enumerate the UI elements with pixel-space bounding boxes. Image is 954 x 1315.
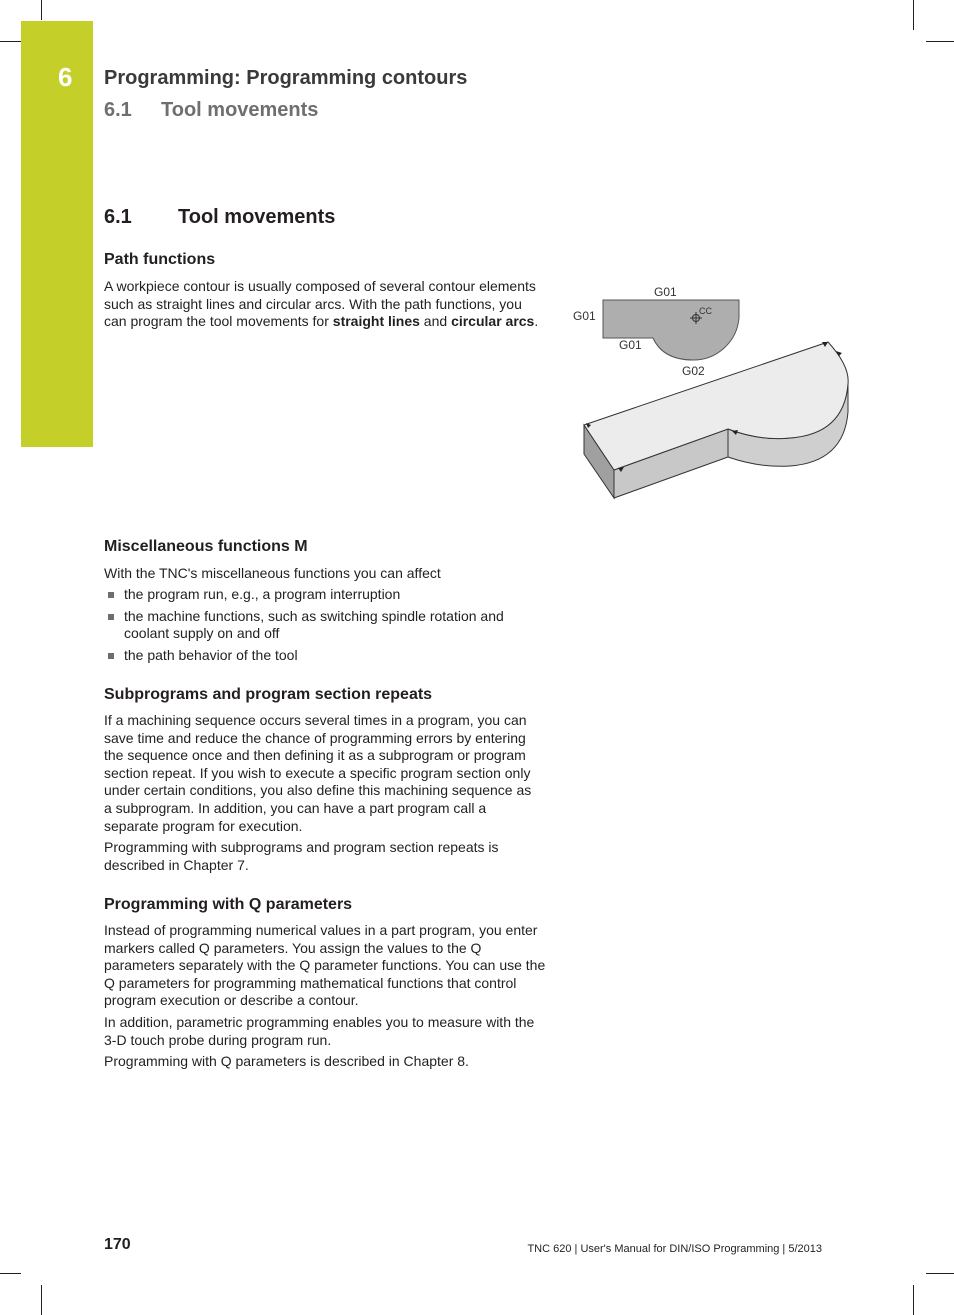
misc-functions-intro: With the TNC's miscellaneous functions you can affect bbox=[104, 565, 441, 581]
bullet-icon bbox=[108, 592, 114, 598]
section-heading bbox=[104, 206, 335, 229]
text-run: and bbox=[419, 313, 452, 330]
list-item-text: the machine functions, such as switching spindle rotation and coolant supply on and off bbox=[124, 607, 504, 642]
crop-mark bbox=[926, 1273, 954, 1274]
running-section-number: 6.1 bbox=[104, 99, 132, 121]
label-g01-bottom: G01 bbox=[619, 338, 642, 352]
contour-figure bbox=[560, 276, 860, 506]
list-item-text: the program run, e.g., a program interruption bbox=[124, 586, 401, 602]
crop-mark bbox=[913, 0, 914, 30]
crop-mark bbox=[926, 41, 954, 42]
bullet-icon bbox=[108, 614, 114, 620]
q-parameters-para-3: Programming with Q parameters is described in Chapter 8. bbox=[104, 1053, 469, 1069]
subprograms-heading: Subprograms and program section repeats bbox=[104, 686, 433, 703]
label-g02: G02 bbox=[682, 364, 705, 378]
bold-term: straight lines bbox=[332, 313, 420, 330]
crop-mark bbox=[0, 41, 21, 42]
label-g01-left: G01 bbox=[573, 309, 596, 323]
chapter-tab bbox=[21, 21, 93, 447]
running-header-section bbox=[104, 99, 318, 122]
section-title: Tool movements bbox=[178, 206, 336, 228]
list-item bbox=[104, 647, 546, 665]
q-parameters-para-2: In addition, parametric programming enables you to measure with the 3-D touch probe during program run. bbox=[104, 1014, 535, 1048]
running-header-title: Programming: Programming contours bbox=[104, 67, 468, 89]
subprograms-para-1: If a machining sequence occurs several times in a program, you can save time and reduce the chance of programming errors by entering the sequence once and then defining it as a subprogram or program section repeat. If you wish to execute a specific program section only under certain conditions, you also define this machining sequence as a subprogram. In addition, you can have a part program call a separate program for execution. bbox=[104, 712, 532, 834]
misc-functions-heading: Miscellaneous functions M bbox=[104, 538, 308, 555]
list-item bbox=[104, 586, 546, 604]
crop-mark bbox=[913, 1285, 914, 1315]
crop-mark bbox=[41, 0, 42, 20]
q-parameters-heading: Programming with Q parameters bbox=[104, 896, 353, 913]
text-run: . bbox=[534, 313, 539, 330]
list-item-text: the path behavior of the tool bbox=[124, 646, 298, 663]
misc-functions-list bbox=[104, 586, 546, 668]
bullet-icon bbox=[108, 653, 114, 659]
chapter-number: 6 bbox=[58, 62, 73, 92]
running-section-title: Tool movements bbox=[161, 99, 319, 121]
label-cc: CC bbox=[699, 306, 712, 316]
crop-mark bbox=[41, 1285, 42, 1315]
bold-term: circular arcs bbox=[451, 313, 535, 330]
label-g01-top: G01 bbox=[654, 285, 677, 299]
page-number: 170 bbox=[104, 1236, 131, 1253]
q-parameters-para-1: Instead of programming numerical values in a part program, you enter markers called Q parameters. You assign the values to the Q parameters separately with the Q parameter functions. You can use the Q parameters for programming mathematical functions that control program execution or describe a contour. bbox=[104, 922, 546, 1009]
footer-text: TNC 620 | User's Manual for DIN/ISO Programming | 5/2013 bbox=[527, 1243, 822, 1255]
text-run: A workpiece contour is usually composed of several contour elements such as straight lines and circular arcs. With the path functions, you can program the tool movements for bbox=[104, 278, 536, 330]
path-functions-text bbox=[104, 278, 540, 331]
path-functions-heading: Path functions bbox=[104, 251, 216, 268]
crop-mark bbox=[0, 1273, 21, 1274]
subprograms-para-2: Programming with subprograms and program section repeats is described in Chapter 7. bbox=[104, 839, 499, 873]
list-item bbox=[104, 608, 546, 643]
section-number: 6.1 bbox=[104, 206, 132, 228]
